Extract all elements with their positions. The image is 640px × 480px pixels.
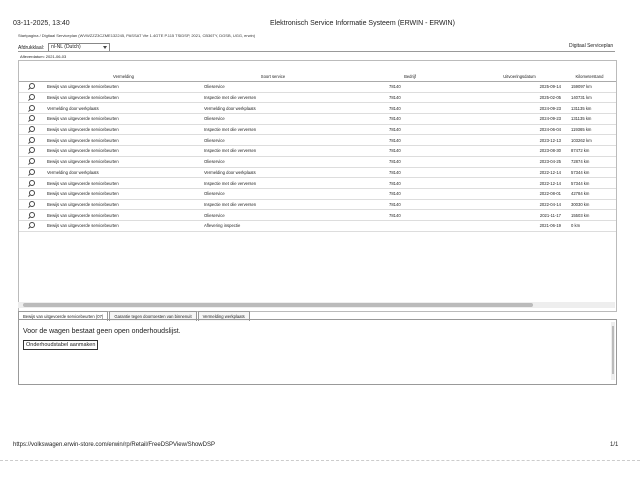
cell-uitvoeringsdatum: 2024-06-04 [476,124,563,135]
row-detail-cell[interactable] [19,103,45,114]
cell-kilometerstand: 103262 km [563,135,616,146]
cell-uitvoeringsdatum: 2023-12-13 [476,135,563,146]
delivery-date: Afleverdatum: 2021-06-03 [20,54,67,59]
cell-kilometerstand: 42784 km [563,188,616,199]
cell-vermelding: Vermelding door werkplaats [45,103,202,114]
print-datetime: 03-11-2025, 13:40 [13,20,70,27]
create-maintenance-table-button[interactable]: Onderhoudstabel aanmaken [23,340,98,350]
cell-vermelding: Bewijs van uitgevoerde servicebeurten [45,146,202,157]
cell-uitvoeringsdatum: 2022-12-14 [476,167,563,178]
magnifier-icon[interactable] [29,222,35,228]
cell-vermelding: Bewijs van uitgevoerde servicebeurten [45,199,202,210]
cell-soort-service: Olieservice [202,188,344,199]
cell-uitvoeringsdatum: 2024-09-23 [476,103,563,114]
cell-kilometerstand: 131135 km [563,114,616,125]
cell-bedrijf [344,220,476,231]
table-header-row [19,61,616,82]
row-detail-cell[interactable] [19,114,45,125]
row-detail-cell[interactable] [19,135,45,146]
cell-bedrijf: 78140 [344,167,476,178]
row-detail-cell[interactable] [19,167,45,178]
cell-uitvoeringsdatum: 2022-12-14 [476,178,563,189]
cell-vermelding: Bewijs van uitgevoerde servicebeurten [45,156,202,167]
scrollbar-thumb[interactable] [23,303,533,307]
cell-soort-service: Olieservice [202,82,344,93]
row-detail-cell[interactable] [19,92,45,103]
cell-vermelding: Vermelding door werkplaats [45,167,202,178]
cell-uitvoeringsdatum: 2023-04-25 [476,156,563,167]
cell-vermelding: Bewijs van uitgevoerde servicebeurten [45,82,202,93]
magnifier-icon[interactable] [29,180,35,186]
row-detail-cell[interactable] [19,156,45,167]
page-edge [0,460,640,461]
column-header-soort-service[interactable]: Soort service [202,61,344,82]
service-table [19,61,616,232]
cell-uitvoeringsdatum: 2024-09-23 [476,114,563,125]
breadcrumb[interactable]: Startpagina / Digitaal Serviceplan (WVWZZZ3CZME132245, PASSAT Vte 1.4GTE P.115 TSIDSP, 2021, CB36TY, DGSB, UGG, erwin) [18,33,256,38]
column-header-icon [19,61,45,82]
column-header-kilometerstand[interactable]: Kilometerstand [563,61,616,82]
tab-workshop-notes[interactable]: Vermelding werkplaats [198,311,250,321]
row-detail-cell[interactable] [19,199,45,210]
magnifier-icon[interactable] [29,158,35,164]
tab-service-history[interactable]: Bewijs van uitgevoerde servicebeurten (07) [18,311,108,321]
section-label: Digitaal Serviceplan [569,43,614,49]
magnifier-icon[interactable] [29,169,35,175]
cell-soort-service: Olieservice [202,135,344,146]
row-detail-cell[interactable] [19,146,45,157]
vertical-scrollbar[interactable] [611,322,615,380]
table-row[interactable] [19,82,616,93]
magnifier-icon[interactable] [29,83,35,89]
cell-kilometerstand: 0 km [563,220,616,231]
column-header-vermelding[interactable]: Vermelding [45,61,202,82]
cell-uitvoeringsdatum: 2025-02-05 [476,92,563,103]
page-title: Elektronisch Service Informatie Systeem (ERWIN - ERWIN) [270,20,455,27]
row-detail-cell[interactable] [19,124,45,135]
cell-bedrijf: 78140 [344,82,476,93]
maintenance-panel [18,319,617,385]
cell-bedrijf: 78140 [344,199,476,210]
table-row[interactable] [19,92,616,103]
table-row[interactable] [19,167,616,178]
divider [18,51,615,52]
cell-kilometerstand: 57344 km [563,178,616,189]
cell-bedrijf: 78140 [344,178,476,189]
table-row[interactable] [19,114,616,125]
row-detail-cell[interactable] [19,82,45,93]
table-row[interactable] [19,199,616,210]
cell-vermelding: Bewijs van uitgevoerde servicebeurten [45,188,202,199]
cell-bedrijf: 78140 [344,146,476,157]
cell-vermelding: Bewijs van uitgevoerde servicebeurten [45,178,202,189]
cell-kilometerstand: 87472 km [563,146,616,157]
table-row[interactable] [19,188,616,199]
cell-bedrijf: 78140 [344,210,476,221]
cell-soort-service: Inspectie met olie verversen [202,178,344,189]
cell-soort-service: Olieservice [202,210,344,221]
cell-soort-service: Olieservice [202,114,344,125]
cell-bedrijf: 78140 [344,92,476,103]
cell-vermelding: Bewijs van uitgevoerde servicebeurten [45,92,202,103]
cell-bedrijf: 78140 [344,114,476,125]
table-row[interactable] [19,156,616,167]
magnifier-icon[interactable] [29,94,35,100]
cell-soort-service: Olieservice [202,156,344,167]
cell-vermelding: Bewijs van uitgevoerde servicebeurten [45,135,202,146]
page-number: 1/1 [610,442,619,448]
language-select[interactable]: nl-NL (Dutch) [48,43,110,52]
cell-kilometerstand: 131135 km [563,103,616,114]
magnifier-icon[interactable] [29,212,35,218]
column-header-bedrijf[interactable]: Bedrijf [344,61,476,82]
column-header-uitvoeringsdatum[interactable]: Uitvoeringsdatum [476,61,563,82]
cell-kilometerstand: 140731 km [563,92,616,103]
cell-uitvoeringsdatum: 2023-08-30 [476,146,563,157]
language-label: Afdrukklaal: [18,44,45,51]
cell-bedrijf: 78140 [344,135,476,146]
tab-rust-warranty[interactable]: Garantie tegen doorroesten van binnenuit [109,311,196,321]
table-row[interactable] [19,146,616,157]
cell-kilometerstand: 30030 km [563,199,616,210]
horizontal-scrollbar[interactable] [18,302,615,308]
table-row[interactable] [19,220,616,231]
cell-soort-service: Inspectie met olie verversen [202,146,344,157]
row-detail-cell[interactable] [19,210,45,221]
cell-kilometerstand: 72874 km [563,156,616,167]
cell-bedrijf: 78140 [344,103,476,114]
magnifier-icon[interactable] [29,105,35,111]
table-row[interactable] [19,135,616,146]
cell-bedrijf: 78140 [344,124,476,135]
cell-kilometerstand: 159097 km [563,82,616,93]
row-detail-cell[interactable] [19,188,45,199]
table-row[interactable] [19,210,616,221]
cell-uitvoeringsdatum: 2021-11-17 [476,210,563,221]
magnifier-icon[interactable] [29,190,35,196]
magnifier-icon[interactable] [29,126,35,132]
row-detail-cell[interactable] [19,178,45,189]
table-row[interactable] [19,124,616,135]
magnifier-icon[interactable] [29,147,35,153]
footer-url: https://volkswagen.erwin-store.com/erwin/rp/Retail/FreeDSPView/ShowDSP [13,442,215,448]
magnifier-icon[interactable] [29,137,35,143]
cell-vermelding: Bewijs van uitgevoerde servicebeurten [45,210,202,221]
cell-soort-service: Inspectie met olie verversen [202,92,344,103]
maintenance-message: Voor de wagen bestaat geen open onderhoudslijst. [23,328,181,335]
cell-vermelding: Bewijs van uitgevoerde servicebeurten [45,220,202,231]
cell-soort-service: Inspectie met olie verversen [202,199,344,210]
cell-kilometerstand: 15503 km [563,210,616,221]
table-row[interactable] [19,178,616,189]
cell-kilometerstand: 57344 km [563,167,616,178]
cell-soort-service: Inspectie met olie verversen [202,124,344,135]
cell-kilometerstand: 119365 km [563,124,616,135]
service-history-grid [18,60,617,312]
cell-bedrijf: 78140 [344,188,476,199]
magnifier-icon[interactable] [29,115,35,121]
cell-uitvoeringsdatum: 2021-06-19 [476,220,563,231]
cell-uitvoeringsdatum: 2025-09-14 [476,82,563,93]
cell-vermelding: Bewijs van uitgevoerde servicebeurten [45,124,202,135]
cell-bedrijf: 78140 [344,156,476,167]
scrollbar-thumb[interactable] [612,326,614,374]
cell-uitvoeringsdatum: 2022-08-01 [476,188,563,199]
magnifier-icon[interactable] [29,201,35,207]
cell-soort-service: Vermelding door werkplaats [202,167,344,178]
cell-vermelding: Bewijs van uitgevoerde servicebeurten [45,114,202,125]
cell-soort-service: Vermelding door werkplaats [202,103,344,114]
cell-soort-service: Aflevering inspectie [202,220,344,231]
row-detail-cell[interactable] [19,220,45,231]
cell-uitvoeringsdatum: 2022-04-14 [476,199,563,210]
table-row[interactable] [19,103,616,114]
